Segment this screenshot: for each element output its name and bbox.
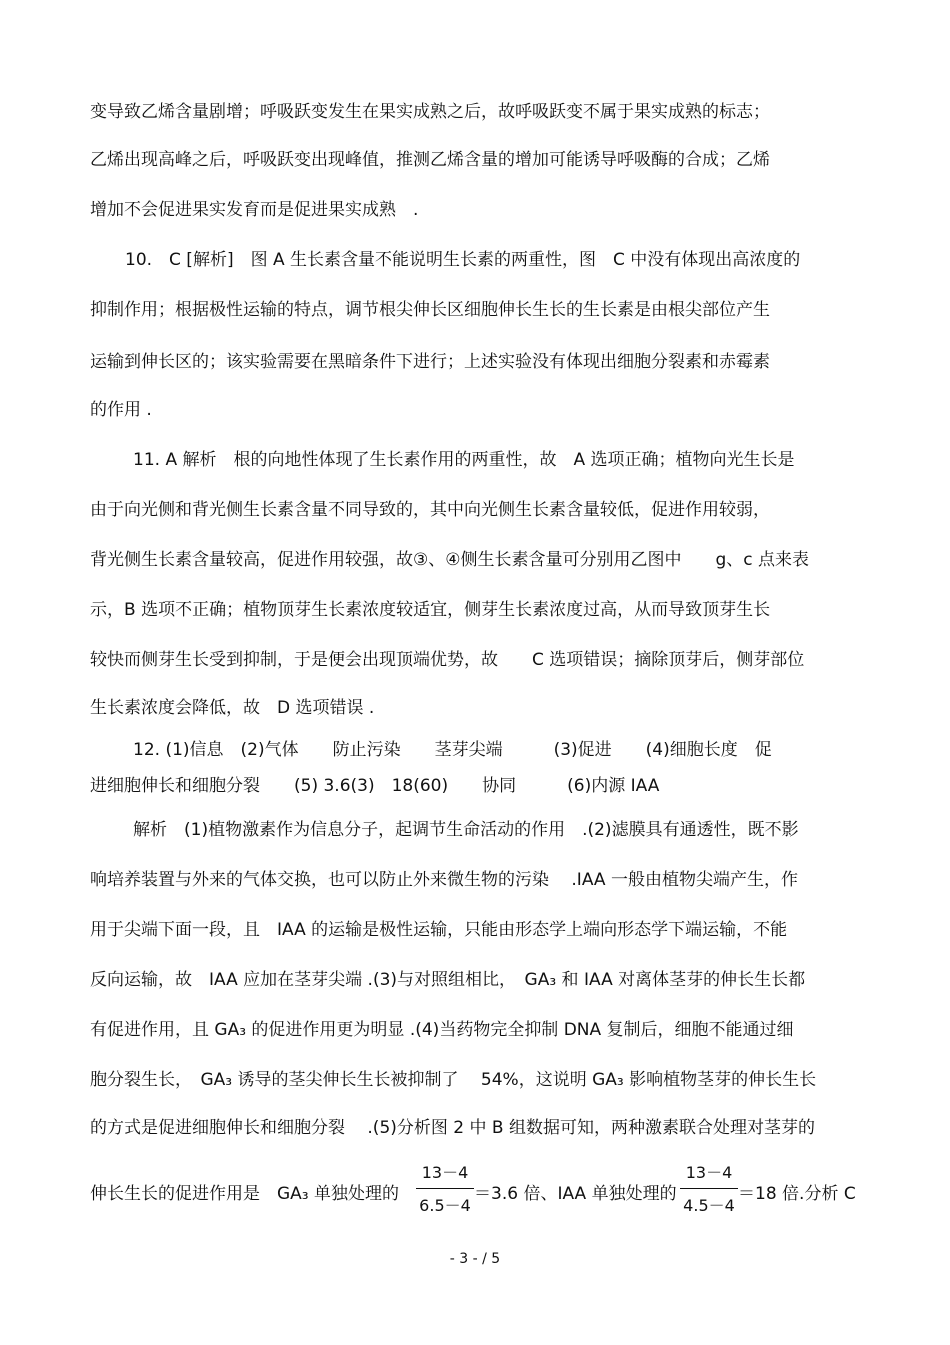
text-line: 抑制作用；根据极性运输的特点，调节根尖伸长区细胞伸长生长的生长素是由根尖部位产生	[90, 300, 770, 320]
text-line: 胞分裂生长， GA₃ 诱导的茎尖伸长生长被抑制了 54%，这说明 GA₃ 影响植物茎芽的伸长生长	[90, 1070, 817, 1090]
text-line: 伸长生长的促进作用是 GA₃ 单独处理的	[90, 1184, 400, 1204]
text-line: 进细胞伸长和细胞分裂 (5) 3.6(3) 18(60) 协同 (6)内源 IAA	[90, 776, 660, 796]
text-line: 11. A 解析 根的向地性体现了生长素作用的两重性，故 A 选项正确；植物向光生长是	[133, 450, 795, 470]
text-line: 12. (1)信息 (2)气体 防止污染 茎芽尖端 (3)促进 (4)细胞长度 促	[133, 740, 772, 760]
text-line: 变导致乙烯含量剧增；呼吸跃变发生在果实成熟之后，故呼吸跃变不属于果实成熟的标志；	[90, 102, 770, 122]
fraction-denominator: 6.5－4	[419, 1196, 471, 1215]
text-line: ＝3.6 倍、IAA 单独处理的	[474, 1184, 677, 1204]
text-line: 运输到伸长区的；该实验需要在黑暗条件下进行；上述实验没有体现出细胞分裂素和赤霉素	[90, 352, 770, 372]
fraction-bar	[416, 1188, 474, 1189]
text-line: 10. C [解析] 图 A 生长素含量不能说明生长素的两重性，图 C 中没有体现出高浓度的	[125, 250, 801, 270]
fraction-numerator: 13－4	[421, 1163, 469, 1182]
page-number: - 3 - / 5	[449, 1251, 501, 1267]
fraction-bar	[680, 1188, 738, 1189]
text-line: 示，B 选项不正确；植物顶芽生长素浓度较适宜，侧芽生长素浓度过高，从而导致顶芽生长	[90, 600, 771, 620]
text-line: 由于向光侧和背光侧生长素含量不同导致的，其中向光侧生长素含量较低，促进作用较弱，	[90, 500, 770, 520]
text-line: 反向运输，故 IAA 应加在茎芽尖端 .(3)与对照组相比， GA₃ 和 IAA 对离体茎芽的伸长生长都	[90, 970, 806, 990]
text-line: 增加不会促进果实发育而是促进果实成熟 .	[90, 200, 419, 220]
fraction	[416, 1160, 474, 1216]
text-line: 有促进作用，且 GA₃ 的促进作用更为明显 .(4)当药物完全抑制 DNA 复制后，细胞不能通过细	[90, 1020, 794, 1040]
text-line: 解析 (1)植物激素作为信息分子，起调节生命活动的作用 .(2)滤膜具有通透性，既不影	[133, 820, 799, 840]
text-line: 用于尖端下面一段，且 IAA 的运输是极性运输，只能由形态学上端向形态学下端运输，不能	[90, 920, 788, 940]
text-line: 乙烯出现高峰之后，呼吸跃变出现峰值，推测乙烯含量的增加可能诱导呼吸酶的合成；乙烯	[90, 150, 770, 170]
fraction-denominator: 4.5－4	[683, 1196, 735, 1215]
text-line: 生长素浓度会降低，故 D 选项错误 .	[90, 698, 375, 718]
text-line: 背光侧生长素含量较高，促进作用较强，故③、④侧生长素含量可分别用乙图中 g、c 点来表	[90, 550, 810, 570]
fraction	[680, 1160, 738, 1216]
text-line: 的作用 .	[90, 400, 152, 420]
text-line: 的方式是促进细胞伸长和细胞分裂 .(5)分析图 2 中 B 组数据可知，两种激素联合处理对茎芽的	[90, 1118, 815, 1138]
fraction-numerator: 13－4	[685, 1163, 733, 1182]
text-line: 较快而侧芽生长受到抑制，于是便会出现顶端优势，故 C 选项错误；摘除顶芽后，侧芽部位	[90, 650, 805, 670]
text-line: ＝18 倍.分析 C	[738, 1184, 856, 1204]
text-line: 响培养装置与外来的气体交换，也可以防止外来微生物的污染 .IAA 一般由植物尖端产生，作	[90, 870, 798, 890]
